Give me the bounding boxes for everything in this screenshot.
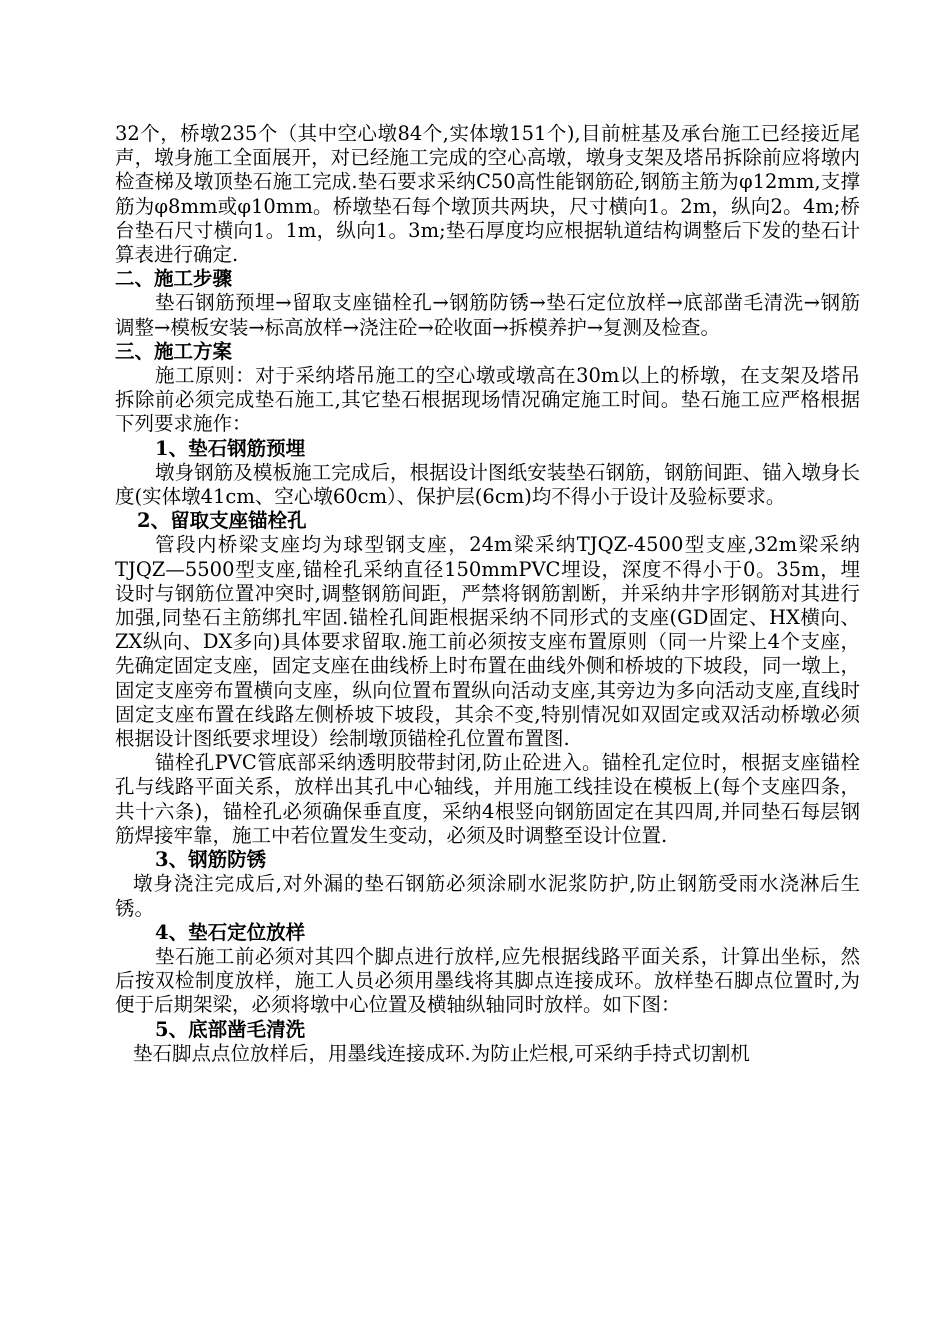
subsection-1-paragraph: 墩身钢筋及模板施工完成后，根据设计图纸安装垫石钢筋，钢筋间距、锚入墩身长度(实体墩41cm、空心墩60cm）、保护层(6cm)均不得小于设计及验标要求。 — [115, 460, 860, 509]
subheading-5: 5、底部凿毛清洗 — [155, 1017, 306, 1041]
section-heading-plan: 三、施工方案 — [115, 339, 233, 363]
intro-paragraph: 32个，桥墩235个（其中空心墩84个,实体墩151个),目前桩基及承台施工已经接近尾声，墩身施工全面展开，对已经施工完成的空心高墩，墩身支架及塔吊拆除前应将墩内检查梯及墩顶垫石施工完成.垫石要求采纳C50高性能钢筋砼,钢筋主筋为φ12mm,支撑筋为φ8mm或φ10mm。桥墩垫石每个墩顶共两块，尺寸横向1。2m，纵向2。4m;桥台垫石尺寸横向1。1m，纵向1。3m;垫石厚度均应根据轨道结构调整后下发的垫石计算表进行确定. — [115, 122, 860, 267]
subheading-3: 3、钢筋防锈 — [155, 848, 267, 872]
subsection-2-paragraph-2: 锚栓孔PVC管底部采纳透明胶带封闭,防止砼进入。锚栓孔定位时，根据支座锚栓孔与线路平面关系，放样出其孔中心轴线，并用施工线挂设在模板上(每个支座四条，共十六条)，锚栓孔必须确保垂直度，采纳4根竖向钢筋固定在其四周,并同垫石每层钢筋焊接牢靠，施工中若位置发生变动，必须及时调整至设计位置. — [115, 751, 860, 847]
subsection-2-paragraph-1: 管段内桥梁支座均为球型钢支座，24m梁采纳TJQZ-4500型支座,32m梁采纳TJQZ—5500型支座,锚栓孔采纳直径150mmPVC埋设，深度不得小于0。35m，埋设时与钢筋位置冲突时,调整钢筋间距，严禁将钢筋割断，并采纳井字形钢筋对其进行加强,同垫石主筋绑扎牢固.锚栓孔间距根据采纳不同形式的支座(GD固定、HX横向、ZX纵向、DX多向)具体要求留取.施工前必须按支座布置原则（同一片梁上4个支座，先确定固定支座，固定支座在曲线桥上时布置在曲线外侧和桥坡的下坡段，同一墩上，固定支座旁布置横向支座，纵向位置布置纵向活动支座,其旁边为多向活动支座,直线时固定支座布置在线路左侧桥坡下坡段，其余不变,特别情况如双固定或双活动桥墩必须根据设计图纸要求埋设）绘制墩顶锚栓孔位置布置图. — [115, 533, 860, 751]
subsection-4-paragraph: 垫石施工前必须对其四个脚点进行放样,应先根据线路平面关系，计算出坐标，然后按双检制度放样，施工人员必须用墨线将其脚点连接成环。放样垫石脚点位置时,为便于后期架梁，必须将墩中心位置及横轴纵轴同时放样。如下图： — [115, 944, 860, 1017]
steps-paragraph: 垫石钢筋预埋→留取支座锚栓孔→钢筋防锈→垫石定位放样→底部凿毛清洗→钢筋调整→模板安装→标高放样→浇注砼→砼收面→拆模养护→复测及检查。 — [115, 291, 860, 339]
plan-paragraph: 施工原则：对于采纳塔吊施工的空心墩或墩高在30m以上的桥墩，在支架及塔吊拆除前必须完成垫石施工,其它垫石根据现场情况确定施工时间。垫石施工应严格根据下列要求施作： — [115, 364, 860, 436]
subsection-5-paragraph: 垫石脚点点位放样后，用墨线连接成环.为防止烂根,可采纳手持式切割机 — [133, 1041, 750, 1065]
subheading-4: 4、垫石定位放样 — [155, 920, 306, 944]
section-heading-steps: 二、施工步骤 — [115, 267, 233, 291]
subheading-2: 2、留取支座锚栓孔 — [137, 509, 307, 533]
subheading-1: 1、垫石钢筋预埋 — [155, 436, 306, 460]
document-page — [115, 122, 860, 1066]
subsection-3-paragraph: 墩身浇注完成后,对外漏的垫石钢筋必须涂刷水泥浆防护,防止钢筋受雨水浇淋后生锈。 — [115, 872, 860, 920]
